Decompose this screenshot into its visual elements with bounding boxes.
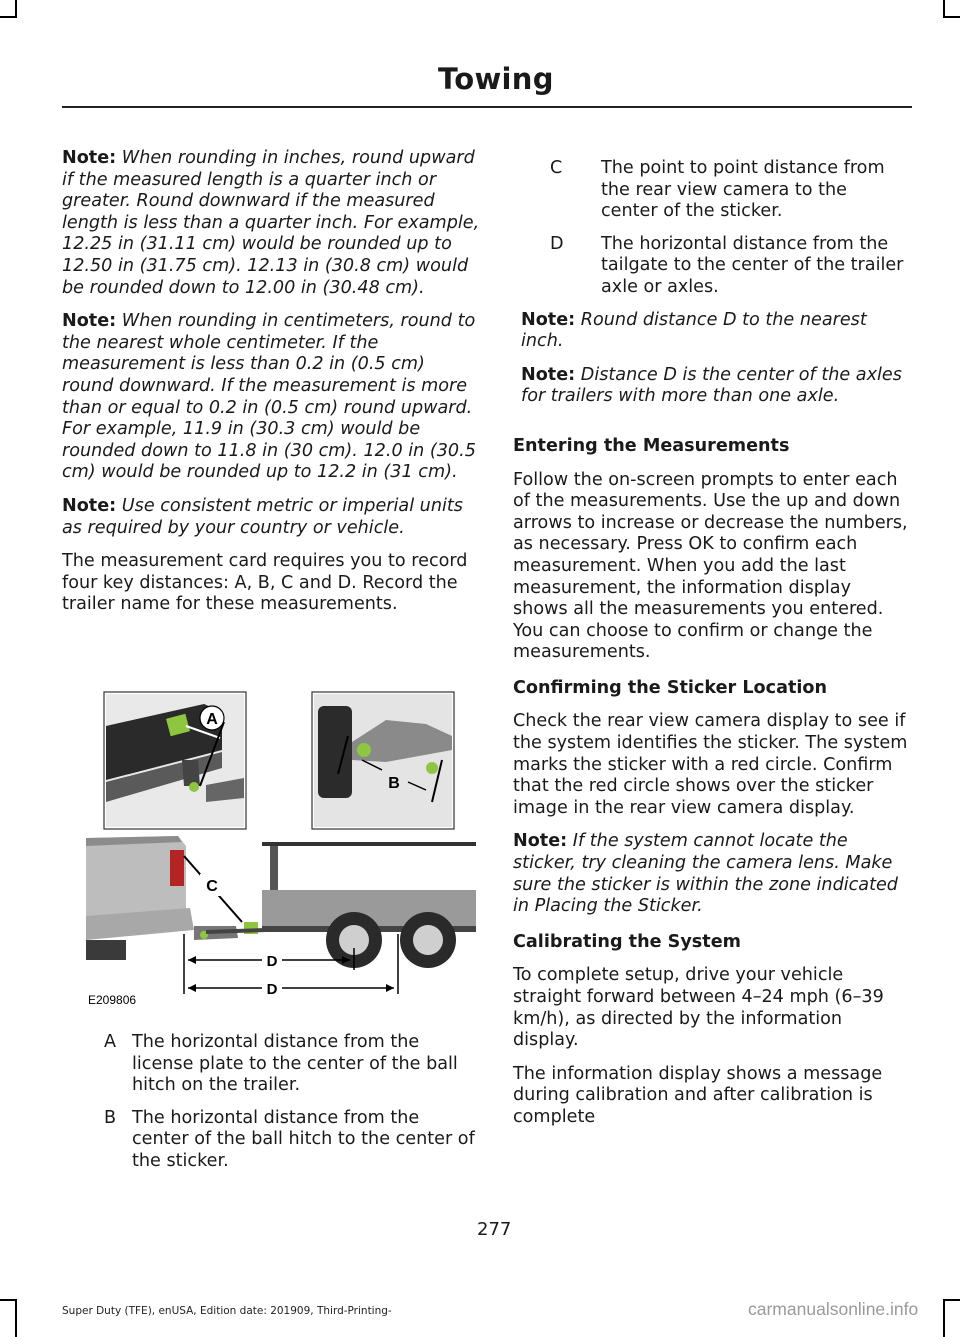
note-units: Note: Use consistent metric or imperial units as required by your country or vehicle.: [62, 495, 463, 538]
crop-mark-top-left-h: [0, 16, 17, 18]
calibrating-text-2: The information display shows a message during calibration and after calibration is complete: [513, 1063, 883, 1127]
definition-a: [62, 1032, 480, 1097]
right-column: [513, 158, 908, 1141]
note-round-d: Note: Round distance D to the nearest inch.: [521, 309, 867, 352]
measurement-illustration: [86, 690, 478, 1012]
definition-b: [62, 1108, 480, 1173]
measurement-figure: [86, 690, 478, 1012]
label-d-tandem-axle: D: [266, 981, 278, 998]
crop-mark-bottom-right: [943, 1299, 945, 1337]
crop-mark-top-right-h: [943, 16, 960, 18]
confirming-sticker-text: Check the rear view camera display to see if the system identifies the sticker. The system marks the sticker with a red circle. Confirm that the red circle shows over the sticker image in the rear view camera display.: [513, 711, 908, 818]
note-camera-lens: Note: If the system cannot locate the sticker, try cleaning the camera lens. Make sure the sticker is within the zone indicated in Placing the Sticker.: [513, 831, 898, 917]
crop-mark-bottom-right-h: [943, 1299, 960, 1301]
intro-paragraph: The measurement card requires you to record four key distances: A, B, C and D. Record the trailer name for these measurements.: [62, 551, 468, 615]
entering-measurements-text: Follow the on-screen prompts to enter each of the measurements. Use the up and down arrows to increase or decrease the numbers, as necessary. Press OK to confirm each measurement. When you add the last measurement, the information display shows all the measurements you entered. You can choose to confirm or change the measurements.: [513, 469, 908, 663]
calibrating-text-1: To complete setup, drive your vehicle straight forward between 4–24 mph (6–39 km/h), as directed by the information display.: [513, 965, 884, 1051]
truck-trailer-panel: [86, 836, 478, 998]
definition-term: D: [550, 233, 564, 254]
header-rule: [62, 106, 912, 108]
definition-term: C: [550, 158, 563, 178]
crop-mark-bottom-left: [15, 1299, 17, 1337]
crop-mark-bottom-left-h: [0, 1299, 17, 1301]
label-c: C: [206, 878, 218, 895]
definition-text: The horizontal distance from the tailgate to the center of the trailer axle or axles.: [601, 233, 904, 297]
page-title: Towing: [438, 62, 554, 96]
definition-c: [513, 158, 908, 223]
heading-confirming-sticker: Confirming the Sticker Location: [513, 677, 827, 698]
note-rounding-inches: Note: When rounding in inches, round upward if the measured length is a quarter inch or greater. Round downward if the measured length is less than a quarter inch. For example, 12.25 in (31.11 cm) would be rounded up to 12.50 in (31.75 cm). 12.13 in (30.8 cm) would be rounded down to 12.00 in (30.48 cm).: [62, 148, 480, 298]
definition-term: B: [104, 1107, 117, 1128]
figure-code: E209806: [88, 993, 137, 1007]
label-a: A: [206, 711, 218, 728]
left-column: [62, 148, 480, 628]
definition-text: The point to point distance from the rear view camera to the center of the sticker.: [601, 158, 885, 222]
distance-d-notes: [513, 310, 908, 408]
heading-entering-measurements: Entering the Measurements: [513, 435, 790, 456]
inset-b-panel: [312, 692, 454, 829]
footer-edition: Super Duty (TFE), enUSA, Edition date: 201909, Third-Printing-: [62, 1305, 392, 1317]
definition-text: The horizontal distance from the license plate to the center of the ball hitch on the trailer.: [132, 1032, 458, 1096]
heading-calibrating: Calibrating the System: [513, 931, 741, 952]
definition-term: A: [104, 1032, 117, 1052]
note-axles: Note: Distance D is the center of the axles for trailers with more than one axle.: [521, 364, 902, 407]
note-rounding-centimeters: Note: When rounding in centimeters, round to the nearest whole centimeter. If the measurement is less than 0.2 in (0.5 cm) round downward. If the measurement is more than or equal to 0.2 in (0.5 cm) round upward. For example, 11.9 in (30.3 cm) would be rounded down to 11.8 in (30 cm). 12.0 in (30.5 cm) would be rounded up to 12.2 in (31 cm).: [62, 311, 476, 483]
page-number: 277: [477, 1219, 512, 1240]
definitions-ab: [62, 1032, 480, 1184]
label-d-single-axle: D: [266, 953, 278, 970]
definition-d: [513, 234, 908, 299]
watermark: carmanualsonline.info: [748, 1299, 919, 1319]
inset-a-panel: [104, 692, 246, 829]
label-b: B: [388, 775, 400, 792]
definition-text: The horizontal distance from the center of the ball hitch to the center of the sticker.: [132, 1107, 475, 1171]
